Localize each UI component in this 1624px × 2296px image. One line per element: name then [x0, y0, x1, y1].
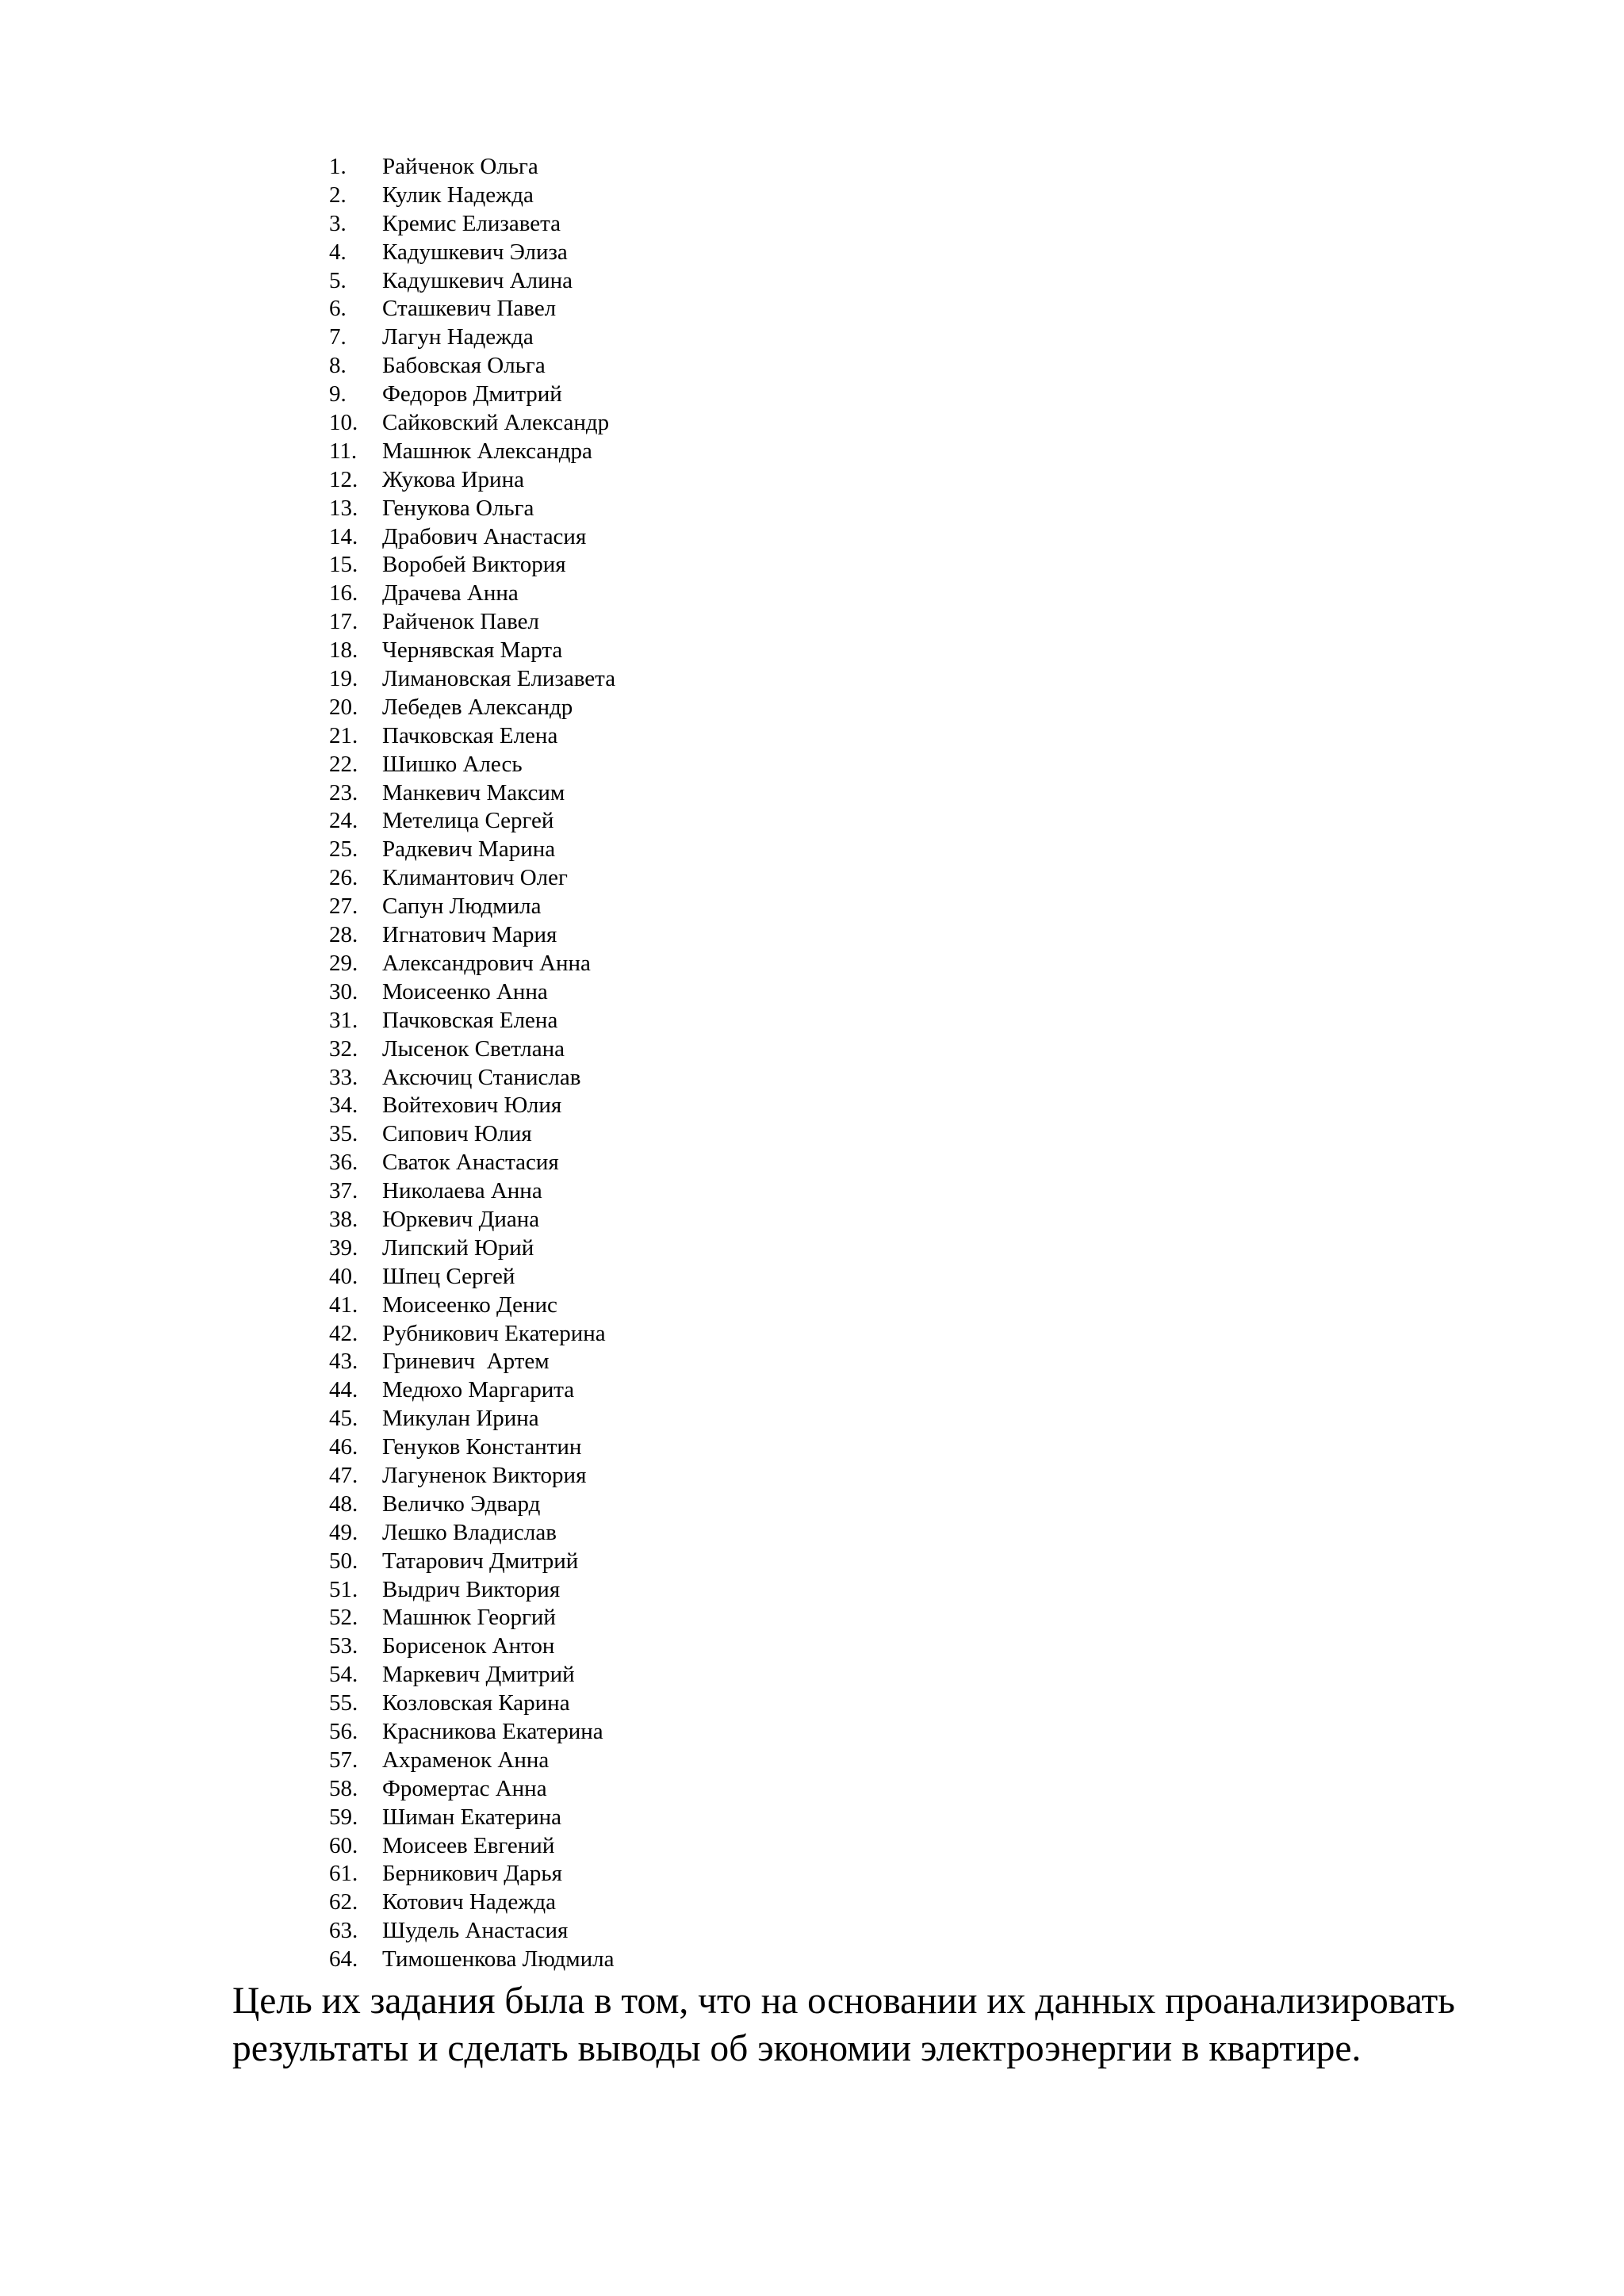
list-item-number: 56.: [329, 1718, 358, 1744]
list-item: [329, 1206, 615, 1234]
list-item-number: 41.: [329, 1292, 358, 1318]
list-item-name: Сташкевич Павел: [382, 296, 557, 322]
list-item-name: Борисенок Антон: [382, 1633, 555, 1659]
list-item-name: Татарович Дмитрий: [382, 1548, 579, 1574]
list-item-number: 6.: [329, 296, 347, 322]
list-item-number: 21.: [329, 722, 358, 748]
list-item-number: 28.: [329, 922, 358, 948]
list-item: [329, 1007, 615, 1035]
list-item: [329, 466, 615, 495]
list-item: [329, 1661, 615, 1689]
list-item-name: Войтехович Юлия: [382, 1093, 562, 1119]
list-item-name: Игнатович Мария: [382, 922, 557, 948]
list-item-number: 63.: [329, 1918, 358, 1944]
list-item-name: Генуков Константин: [382, 1434, 582, 1460]
list-item-number: 23.: [329, 779, 358, 806]
list-item: [329, 1376, 615, 1405]
list-item: [329, 1064, 615, 1093]
list-item-name: Бабовская Ольга: [382, 353, 546, 379]
list-item: [329, 239, 615, 267]
list-item-name: Ахраменок Анна: [382, 1747, 550, 1773]
list-item-number: 37.: [329, 1178, 358, 1204]
list-item-name: Величко Эдвард: [382, 1490, 541, 1517]
list-item-number: 45.: [329, 1406, 358, 1432]
list-item-name: Пачковская Елена: [382, 1007, 558, 1033]
participant-list: [329, 153, 615, 1974]
list-item: [329, 1604, 615, 1632]
list-item: [329, 637, 615, 665]
list-item: [329, 1860, 615, 1888]
list-item-name: Микулан Ирина: [382, 1406, 539, 1432]
list-item-name: Шпец Сергей: [382, 1263, 515, 1289]
list-item-number: 1.: [329, 154, 347, 179]
list-item: [329, 1747, 615, 1775]
list-item-number: 22.: [329, 751, 358, 777]
list-item-number: 61.: [329, 1861, 358, 1887]
list-item-number: 31.: [329, 1007, 358, 1033]
list-item: [329, 1888, 615, 1917]
list-item: [329, 1263, 615, 1292]
list-item: [329, 978, 615, 1007]
list-item-name: Тимошенкова Людмила: [382, 1946, 615, 1973]
list-item-number: 42.: [329, 1320, 358, 1346]
list-item-number: 20.: [329, 694, 358, 720]
list-item: [329, 580, 615, 608]
list-item-number: 51.: [329, 1576, 358, 1602]
list-item-number: 33.: [329, 1064, 358, 1090]
list-item-number: 36.: [329, 1150, 358, 1176]
list-item-name: Медюхо Маргарита: [382, 1377, 575, 1403]
list-item: [329, 1177, 615, 1206]
list-item: [329, 495, 615, 523]
list-item-name: Жукова Ирина: [382, 466, 524, 492]
list-item: [329, 1320, 615, 1349]
list-item: [329, 950, 615, 978]
list-item-number: 5.: [329, 267, 347, 293]
list-item: [329, 1832, 615, 1861]
list-item-number: 47.: [329, 1462, 358, 1488]
list-item: [329, 807, 615, 836]
list-item-name: Рубникович Екатерина: [382, 1320, 606, 1346]
list-item-name: Аксючиц Станислав: [382, 1064, 581, 1090]
list-item: [329, 1548, 615, 1576]
list-item-number: 17.: [329, 609, 358, 635]
list-item-number: 14.: [329, 523, 358, 549]
list-item: [329, 1917, 615, 1946]
list-item: [329, 1433, 615, 1462]
list-item: [329, 864, 615, 893]
list-item-name: Шиман Екатерина: [382, 1804, 562, 1830]
list-item-name: Юркевич Диана: [382, 1206, 540, 1232]
list-item: [329, 722, 615, 751]
list-item-name: Выдрич Виктория: [382, 1576, 561, 1602]
list-item-name: Манкевич Максим: [382, 779, 565, 806]
list-item-number: 40.: [329, 1263, 358, 1289]
list-item: [329, 1462, 615, 1490]
list-item-number: 27.: [329, 894, 358, 920]
list-item-name: Кремис Елизавета: [382, 210, 561, 236]
list-item-number: 2.: [329, 182, 347, 208]
list-item-name: Александрович Анна: [382, 950, 591, 976]
list-item-number: 19.: [329, 666, 358, 692]
list-item-number: 49.: [329, 1519, 358, 1545]
list-item-number: 26.: [329, 865, 358, 891]
list-item-number: 16.: [329, 580, 358, 607]
list-item-number: 8.: [329, 353, 347, 379]
list-item: [329, 438, 615, 466]
list-item-number: 55.: [329, 1690, 358, 1716]
list-item-name: Сапун Людмила: [382, 894, 542, 920]
list-item-name: Николаева Анна: [382, 1178, 542, 1204]
list-item-name: Кулик Надежда: [382, 182, 534, 208]
list-item: [329, 352, 615, 381]
list-item-number: 57.: [329, 1747, 358, 1773]
list-item-name: Климантович Олег: [382, 865, 568, 891]
list-item: [329, 551, 615, 580]
list-item-name: Машнюк Александра: [382, 438, 592, 464]
list-item-name: Сваток Анастасия: [382, 1150, 559, 1176]
list-item: [329, 1519, 615, 1548]
list-item-number: 60.: [329, 1832, 358, 1858]
list-item-number: 64.: [329, 1946, 358, 1973]
list-item: [329, 1405, 615, 1433]
list-item: [329, 1348, 615, 1376]
list-item: [329, 1632, 615, 1661]
list-item: [329, 153, 615, 182]
list-item-name: Лагун Надежда: [382, 324, 534, 350]
list-item-name: Кадушкевич Элиза: [382, 239, 568, 265]
list-item-number: 25.: [329, 836, 358, 863]
list-item: [329, 608, 615, 637]
list-item: [329, 1234, 615, 1263]
list-item-number: 53.: [329, 1633, 358, 1659]
list-item-name: Чернявская Марта: [382, 637, 563, 664]
list-item-name: Маркевич Дмитрий: [382, 1662, 575, 1688]
list-item: [329, 210, 615, 239]
list-item-number: 35.: [329, 1121, 358, 1147]
list-item-number: 3.: [329, 210, 347, 236]
list-item-name: Лысенок Светлана: [382, 1035, 565, 1062]
list-item-number: 24.: [329, 808, 358, 834]
list-item: [329, 1689, 615, 1718]
list-item-number: 39.: [329, 1234, 358, 1261]
list-item: [329, 1149, 615, 1177]
list-item-name: Радкевич Марина: [382, 836, 556, 863]
list-item-number: 50.: [329, 1548, 358, 1574]
list-item: [329, 267, 615, 296]
list-item: [329, 323, 615, 352]
list-item-number: 12.: [329, 466, 358, 492]
list-item-number: 9.: [329, 381, 347, 408]
list-item-name: Генукова Ольга: [382, 495, 534, 521]
list-item-number: 34.: [329, 1093, 358, 1119]
list-item-number: 18.: [329, 637, 358, 664]
list-item-number: 54.: [329, 1662, 358, 1688]
list-item-name: Федоров Дмитрий: [382, 381, 562, 408]
list-item: [329, 1946, 615, 1974]
list-item: [329, 751, 615, 779]
list-item-name: Пачковская Елена: [382, 722, 558, 748]
list-item-name: Моисеев Евгений: [382, 1832, 555, 1858]
list-item-name: Лебедев Александр: [382, 694, 573, 720]
list-item-name: Райченок Павел: [382, 609, 540, 635]
list-item-name: Метелица Сергей: [382, 808, 554, 834]
list-item-number: 46.: [329, 1434, 358, 1460]
list-item-name: Берникович Дарья: [382, 1861, 562, 1887]
list-item-number: 11.: [329, 438, 358, 464]
list-item: [329, 1292, 615, 1320]
list-item: [329, 836, 615, 864]
list-item: [329, 893, 615, 921]
list-item: [329, 523, 615, 552]
list-item: [329, 921, 615, 950]
list-item: [329, 1775, 615, 1804]
list-item: [329, 381, 615, 409]
list-item-number: 30.: [329, 978, 358, 1004]
list-item-number: 48.: [329, 1490, 358, 1517]
list-item-name: Фромертас Анна: [382, 1775, 547, 1801]
list-item-name: Липский Юрий: [382, 1234, 534, 1261]
list-item: [329, 1718, 615, 1747]
list-item: [329, 1490, 615, 1519]
list-item: [329, 182, 615, 210]
list-item: [329, 1804, 615, 1832]
list-item-name: Драчева Анна: [382, 580, 519, 607]
list-item-number: 4.: [329, 239, 347, 265]
list-item-name: Лагуненок Виктория: [382, 1462, 587, 1488]
list-item-name: Райченок Ольга: [382, 154, 538, 179]
list-item-name: Красникова Екатерина: [382, 1718, 603, 1744]
list-item: [329, 1576, 615, 1605]
list-item-name: Гриневич Артем: [382, 1349, 550, 1375]
list-item-name: Машнюк Георгий: [382, 1605, 556, 1631]
list-item-number: 10.: [329, 410, 358, 436]
list-item-name: Котович Надежда: [382, 1889, 556, 1915]
list-item-number: 32.: [329, 1035, 358, 1062]
list-item: [329, 694, 615, 722]
list-item: [329, 1035, 615, 1064]
list-item-number: 62.: [329, 1889, 358, 1915]
list-item-name: Моисеенко Анна: [382, 978, 548, 1004]
list-item-name: Сипович Юлия: [382, 1121, 532, 1147]
list-item: [329, 295, 615, 323]
list-item-number: 7.: [329, 324, 347, 350]
list-item-name: Шудель Анастасия: [382, 1918, 569, 1944]
list-item-name: Драбович Анастасия: [382, 523, 587, 549]
list-item: [329, 1092, 615, 1120]
list-item-name: Моисеенко Денис: [382, 1292, 557, 1318]
list-item-name: Кадушкевич Алина: [382, 267, 573, 293]
list-item-number: 44.: [329, 1377, 358, 1403]
list-item-number: 59.: [329, 1804, 358, 1830]
list-item-name: Воробей Виктория: [382, 552, 566, 578]
list-item-number: 43.: [329, 1349, 358, 1375]
list-item-number: 15.: [329, 552, 358, 578]
list-item: [329, 779, 615, 808]
list-item-name: Шишко Алесь: [382, 751, 523, 777]
list-item-number: 58.: [329, 1775, 358, 1801]
list-item-number: 52.: [329, 1605, 358, 1631]
list-item: [329, 665, 615, 694]
list-item-number: 13.: [329, 495, 358, 521]
list-item-number: 38.: [329, 1206, 358, 1232]
list-item-number: 29.: [329, 950, 358, 976]
list-item: [329, 1120, 615, 1149]
list-item-name: Сайковский Александр: [382, 410, 610, 436]
list-item-name: Лимановская Елизавета: [382, 666, 616, 692]
list-item-name: Лешко Владислав: [382, 1519, 557, 1545]
list-item: [329, 409, 615, 438]
summary-paragraph: Цель их задания была в том, что на основании их данных проанализировать результаты и сделать выводы об экономии электроэнергии в квартире.: [232, 1980, 1455, 2069]
list-item-name: Козловская Карина: [382, 1690, 570, 1716]
